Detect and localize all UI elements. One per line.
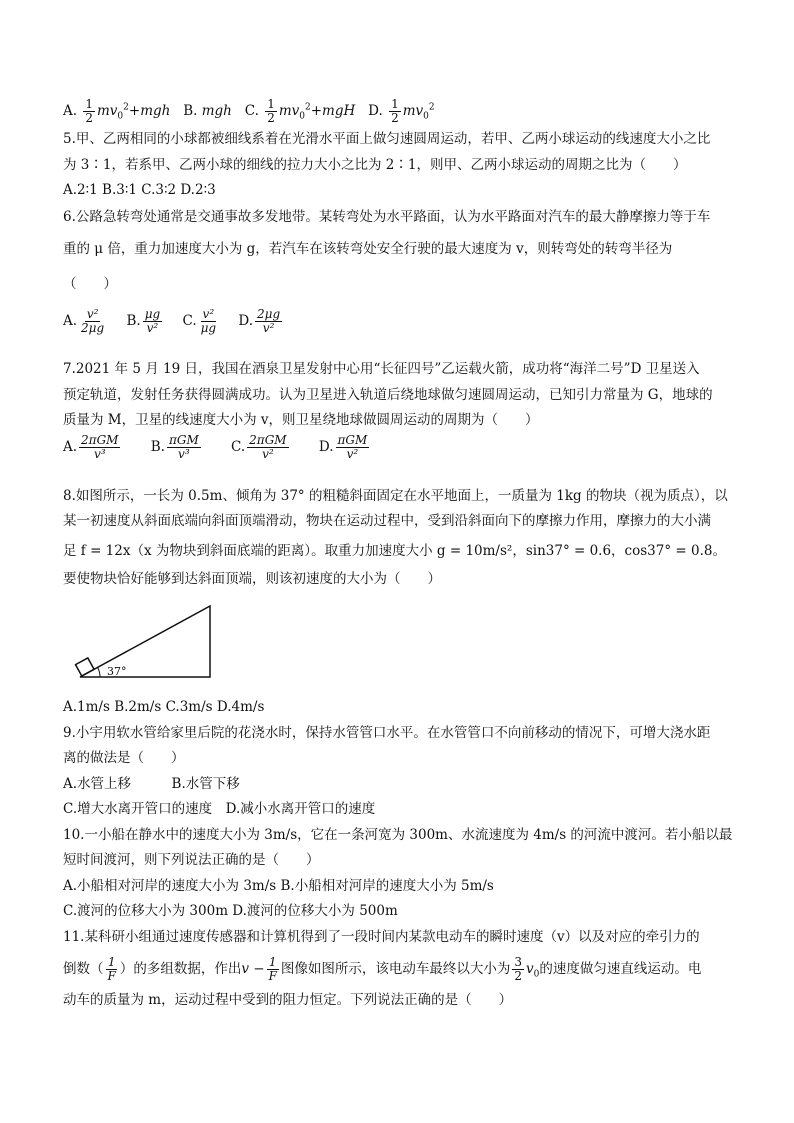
q5-options: A.2∶1 B.3∶1 C.3∶2 D.2∶3 bbox=[63, 182, 216, 198]
q8-line4: 要使物块恰好能够到达斜面顶端，则该初速度的大小为（ ） bbox=[63, 571, 441, 587]
block-on-incline bbox=[76, 658, 95, 676]
q10-options-cd: C.渡河的位移大小为 300m D.渡河的位移大小为 500m bbox=[63, 903, 398, 919]
q8-line2: 某一初速度从斜面底端向斜面顶端滑动，物块在运动过程中，受到沿斜面向下的摩擦力作用，摩擦力的大小满 bbox=[63, 513, 711, 529]
q9-line1: 9.小宇用软水管给家里后院的花浇水时，保持水管管口水平。在水管管口不向前移动的情况下，可增大浇水距 bbox=[63, 725, 711, 741]
q6-line3: （ ） bbox=[63, 276, 117, 292]
incline-triangle bbox=[80, 606, 210, 677]
q6-options: A. $\frac{\text{v²}}{2\mu g}$ B. $\frac{\mu g}{\text{v²}}$ C. $\frac{\text{v²}}{\mu g}$ D. $\frac{2\mu g}{\text{v²}}$ bbox=[63, 307, 281, 335]
q7-line3: 质量为 M，卫星的线速度大小为 v，则卫星绕地球做圆周运动的周期为（ ） bbox=[63, 412, 539, 428]
option-c-label: C. bbox=[244, 103, 259, 119]
q11-line1: 11.某科研小组通过速度传感器和计算机得到了一段时间内某款电动车的瞬时速度（v）以及对应的牵引力的 bbox=[63, 929, 700, 945]
q10-line2: 短时间渡河，则下列说法正确的是（ ） bbox=[63, 852, 320, 868]
incline-diagram bbox=[60, 602, 220, 682]
q6-line2: 重的 μ 倍，重力加速度大小为 g，若汽车在该转弯处安全行驶的最大速度为 v，则转弯处的转弯半径为 bbox=[63, 241, 673, 257]
q5-line1: 5.甲、乙两相同的小球都被细线系着在光滑水平面上做匀速圆周运动，若甲、乙两小球运动的线速度大小之比 bbox=[63, 131, 711, 147]
angle-arc bbox=[98, 667, 100, 677]
q9-options-cd: C.增大水离开管口的速度 D.减小水离开管口的速度 bbox=[63, 801, 376, 817]
q8-line3: 足 f = 12x（x 为物块到斜面底端的距离）。取重力加速度大小 g = 10m/s²，sin37° = 0.6，cos37° = 0.8。 bbox=[63, 543, 726, 559]
q5-line2: 为 3∶1，若系甲、乙两小球的细线的拉力大小之比为 2∶1，则甲、乙两小球运动的周期之比为（ ） bbox=[63, 157, 687, 173]
q11-line3: 动车的质量为 m，运动过程中受到的阻力恒定。下列说法正确的是（ ） bbox=[63, 992, 513, 1008]
q10-options-ab: A.小船相对河岸的速度大小为 3m/s B.小船相对河岸的速度大小为 5m/s bbox=[63, 878, 494, 894]
q8-line1: 8.如图所示，一长为 0.5m、倾角为 37° 的粗糙斜面固定在水平地面上，一质量为 1kg 的物块（视为质点），以 bbox=[63, 488, 728, 504]
q10-line1: 10.一小船在静水中的速度大小为 3m/s，它在一条河宽为 300m、水流速度为 4m/s 的河流中渡河。若小船以最 bbox=[63, 827, 733, 843]
q7-line2: 预定轨道，发射任务获得圆满成功。认为卫星进入轨道后绕地球做匀速圆周运动，已知引力常量为 G，地球的 bbox=[63, 387, 713, 403]
q9-options-ab: A.水管上移 B.水管下移 bbox=[63, 776, 240, 792]
q7-options: A. $\frac{\text{2πGM}}{\text{v³}}$ B. $\frac{\text{πGM}}{\text{v³}}$ C. $\frac{\text{2πGM}}{\text{v²}}$ D. $\frac{\text{πGM}}{\text{v²}}$ bbox=[63, 433, 368, 461]
q7-line1: 7.2021 年 5 月 19 日，我国在酒泉卫星发射中心用“长征四号”乙运载火箭，成功将“海洋二号”D 卫星送入 bbox=[63, 361, 700, 377]
q11-line2: 倒数（ $\frac{1}{F}$ ）的多组数据，作出v − $\frac{1}{F}$ 图像如图所示，该电动车最终以大小为 $\frac{3}{2}$ $v_0$的速度做匀速直线运动。电 bbox=[63, 955, 702, 983]
option-d-label: D. bbox=[368, 103, 383, 119]
q4-options: A. $\frac{1}{2}$ $mv_0^2+mgh$ B. mgh C. $\frac{1}{2}$ $mv_0^2+mgH$ D. $\frac{1}{2}$ $mv_0^2$ bbox=[63, 97, 435, 125]
q8-options: A.1m/s B.2m/s C.3m/s D.4m/s bbox=[63, 699, 265, 715]
angle-label: 37° bbox=[107, 665, 127, 678]
q9-line2: 离的做法是（ ） bbox=[63, 750, 185, 766]
option-a-label: A. bbox=[63, 103, 78, 119]
option-b-label: B. bbox=[183, 103, 198, 119]
q6-line1: 6.公路急转弯处通常是交通事故多发地带。某转弯处为水平路面，认为水平路面对汽车的最大静摩擦力等于车 bbox=[63, 209, 711, 225]
fraction-half: $\frac{1}{2}$ bbox=[85, 97, 93, 125]
